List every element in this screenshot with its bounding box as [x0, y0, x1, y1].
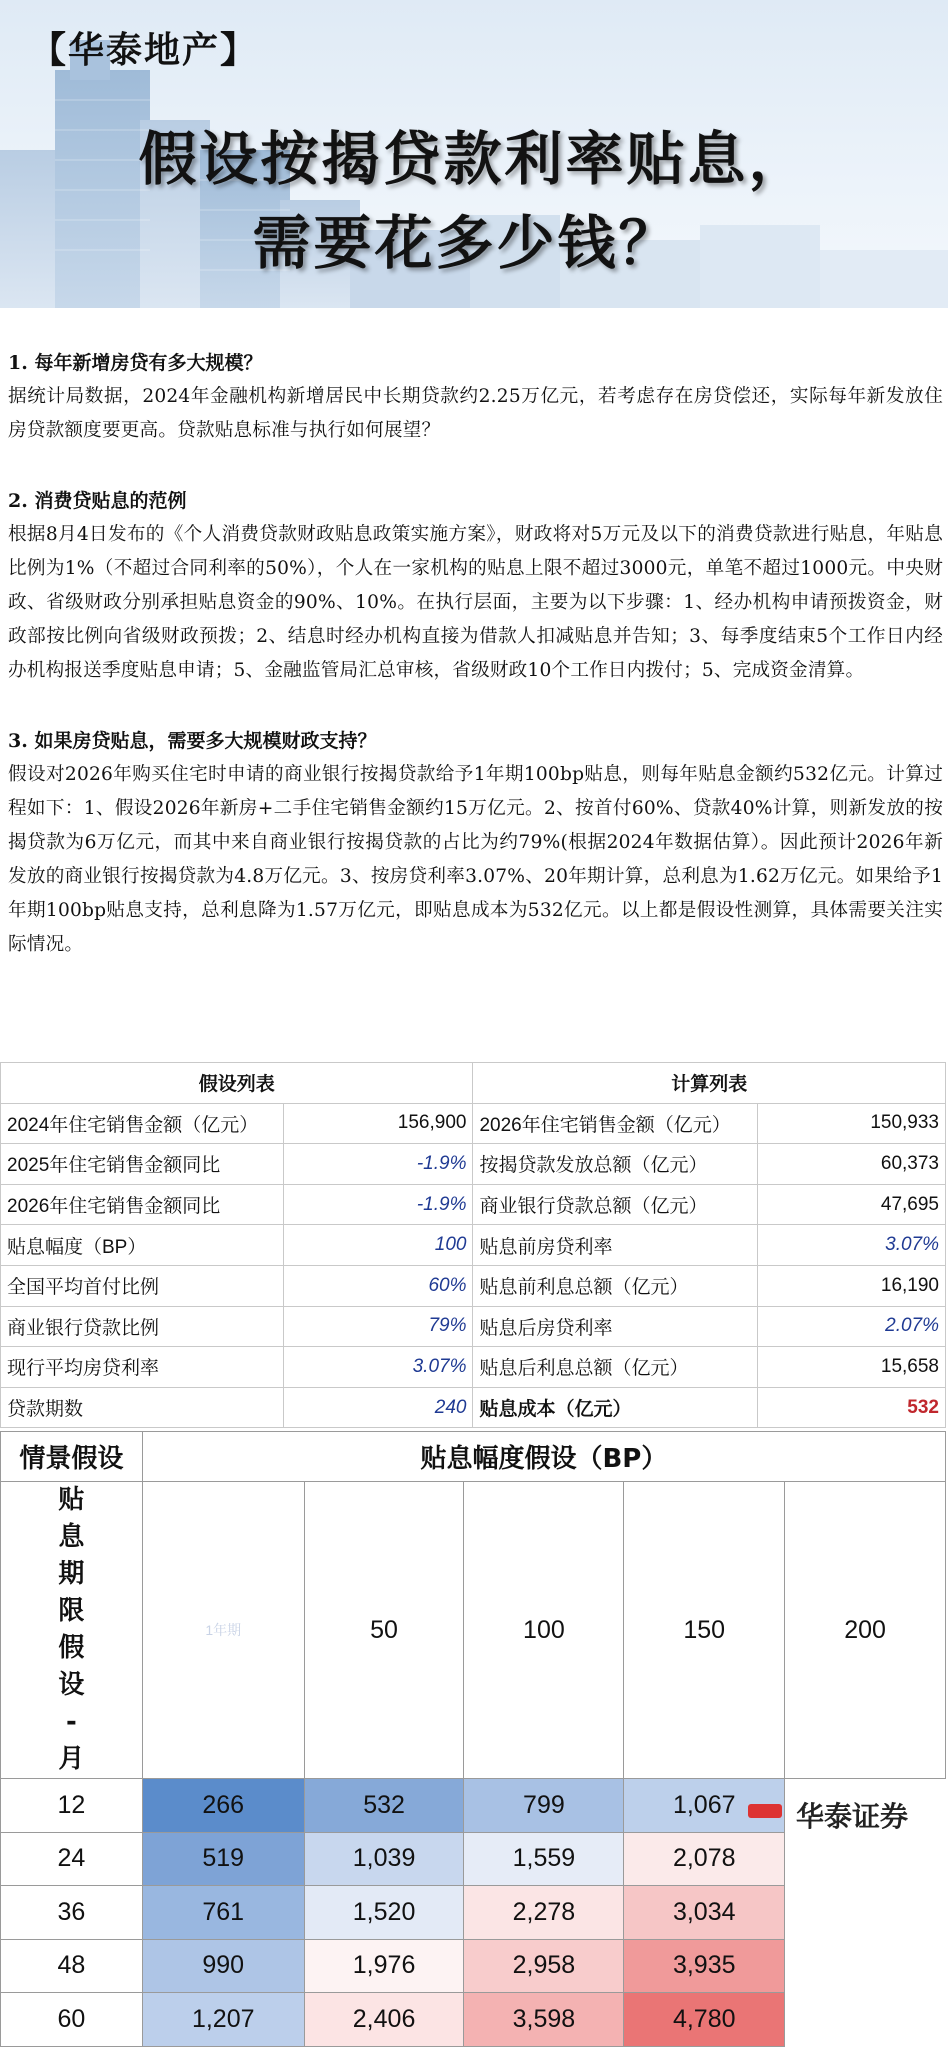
table-row — [1, 1347, 946, 1388]
corner-cell: 1年期 — [142, 1482, 304, 1779]
headline-line-2: 需要花多少钱？ — [252, 209, 680, 277]
brand-label: 【华泰地产】 — [30, 29, 259, 71]
calculation-label: 贴息成本（亿元） — [473, 1387, 758, 1428]
calculation-label: 2026年住宅销售金额（亿元） — [473, 1103, 758, 1144]
calculation-value: 150,933 — [758, 1103, 946, 1144]
scenario-corner-label: 情景假设 — [1, 1432, 143, 1482]
period-months-cell: 48 — [1, 1939, 143, 1993]
subsidy-cost-cell: 2,406 — [304, 1993, 464, 2047]
period-months-cell: 24 — [1, 1832, 143, 1886]
subsidy-cost-cell: 4,780 — [624, 1993, 785, 2047]
assumption-value: -1.9% — [283, 1184, 473, 1225]
period-label-char: 限 — [58, 1596, 85, 1626]
assumption-value: 3.07% — [283, 1347, 473, 1388]
subsidy-cost-cell: 519 — [142, 1832, 304, 1886]
section-paragraph: 根据8月4日发布的《个人消费贷款财政贴息政策实施方案》，财政将对5万元及以下的消费贷款进行贴息，年贴息比例为1%（不超过合同利率的50%），个人在一家机构的贴息上限不超过3000元，单笔不超过1000元。中央财政、省级财政分别承担贴息资金的90%、10%。在执行层面，主要为以下步骤：1、经办机构申请预拨资金，财政部按比例向省级财政预拨；2、结息时经办机构直接为借款人扣减贴息并告知；3、每季度结束5个工作日内经办机构报送季度贴息申请；5、金融监管局汇总审核，省级财政10个工作日内拨付；5、完成资金清算。 — [8, 524, 943, 681]
section-title: 2. 消费贷贴息的范例 — [8, 490, 187, 512]
subsidy-cost-cell: 1,067 — [624, 1779, 785, 1833]
subsidy-cost-cell: 761 — [142, 1886, 304, 1940]
assumption-calculation-table — [0, 1062, 946, 1428]
subsidy-cost-cell: 532 — [304, 1779, 464, 1833]
table-row — [1, 1387, 946, 1428]
assumption-label: 现行平均房贷利率 — [1, 1347, 284, 1388]
assumption-value: 60% — [283, 1265, 473, 1306]
subsidy-cost-cell: 990 — [142, 1939, 304, 1993]
table-row — [1, 1886, 946, 1940]
period-label-char: 息 — [58, 1522, 85, 1552]
table-row — [1, 1144, 946, 1185]
calculation-label: 贴息前利息总额（亿元） — [473, 1265, 758, 1306]
period-assumption-label — [1, 1482, 143, 1779]
period-months-cell: 60 — [1, 1993, 143, 2047]
period-label-char: 贴 — [58, 1485, 85, 1515]
period-months-cell: 36 — [1, 1886, 143, 1940]
period-label-char: 期 — [58, 1559, 85, 1589]
assumption-label: 全国平均首付比例 — [1, 1265, 284, 1306]
subsidy-cost-cell: 1,520 — [304, 1886, 464, 1940]
assumption-value: -1.9% — [283, 1144, 473, 1185]
bp-column-header: 200 — [785, 1482, 946, 1779]
assumption-list-header: 假设列表 — [1, 1063, 473, 1104]
subsidy-cost-cell: 266 — [142, 1779, 304, 1833]
calculation-label: 贴息后房贷利率 — [473, 1306, 758, 1347]
table-row — [1, 1184, 946, 1225]
subsidy-cost-cell: 3,935 — [624, 1939, 785, 1993]
assumption-label: 贴息幅度（BP） — [1, 1225, 284, 1266]
calculation-value: 16,190 — [758, 1265, 946, 1306]
calculation-value: 2.07% — [758, 1306, 946, 1347]
subsidy-cost-cell: 2,958 — [464, 1939, 624, 1993]
calculation-value: 15,658 — [758, 1347, 946, 1388]
bp-assumption-header: 贴息幅度假设（BP） — [142, 1432, 945, 1482]
calculation-value: 3.07% — [758, 1225, 946, 1266]
section-paragraph: 假设对2026年购买住宅时申请的商业银行按揭贷款给予1年期100bp贴息，则每年贴息金额约532亿元。计算过程如下：1、假设2026年新房+二手住宅销售金额约15万亿元。2、按首付60%、贷款40%计算，则新发放的按揭贷款为6万亿元，而其中来自商业银行按揭贷款的占比为约79%(根据2024年数据估算）。因此预计2026年新发放的商业银行按揭贷款为4.8万亿元。3、按房贷利率3.07%、20年期计算，总利息为1.62万亿元。如果给予1年期100bp贴息支持，总利息降为1.57万亿元，即贴息成本为532亿元。以上都是假设性测算，具体需要关注实际情况。 — [8, 764, 943, 955]
subsidy-cost-cell: 1,559 — [464, 1832, 624, 1886]
calculation-value: 532 — [758, 1387, 946, 1428]
subsidy-cost-cell: 1,976 — [304, 1939, 464, 1993]
bp-column-header: 50 — [304, 1482, 464, 1779]
assumption-value: 100 — [283, 1225, 473, 1266]
period-label-char: - — [66, 1707, 77, 1737]
period-label-char: 假 — [58, 1633, 85, 1663]
calculation-label: 贴息前房贷利率 — [473, 1225, 758, 1266]
scenario-table — [0, 1431, 946, 2047]
logo-icon — [748, 1804, 782, 1818]
subsidy-cost-cell: 3,034 — [624, 1886, 785, 1940]
table-row — [1, 1993, 946, 2047]
calculation-value: 47,695 — [758, 1184, 946, 1225]
subsidy-cost-cell: 1,207 — [142, 1993, 304, 2047]
assumption-label: 2024年住宅销售金额（亿元） — [1, 1103, 284, 1144]
subsidy-cost-cell: 3,598 — [464, 1993, 624, 2047]
calculation-label: 贴息后利息总额（亿元） — [473, 1347, 758, 1388]
period-label-char: 设 — [58, 1670, 85, 1700]
headline-line-1: 假设按揭贷款利率贴息， — [138, 125, 810, 193]
section-paragraph: 据统计局数据，2024年金融机构新增居民中长期贷款约2.25万亿元，若考虑存在房贷偿还，实际每年新发放住房贷款额度要更高。贷款贴息标准与执行如何展望？ — [8, 386, 943, 441]
assumption-label: 2025年住宅销售金额同比 — [1, 1144, 284, 1185]
table-row — [1, 1306, 946, 1347]
assumption-label: 2026年住宅销售金额同比 — [1, 1184, 284, 1225]
article-body — [8, 346, 943, 962]
subsidy-cost-cell: 2,278 — [464, 1886, 624, 1940]
assumption-value: 156,900 — [283, 1103, 473, 1144]
assumption-label: 商业银行贷款比例 — [1, 1306, 284, 1347]
calculation-list-header: 计算列表 — [473, 1063, 946, 1104]
subsidy-cost-cell: 2,078 — [624, 1832, 785, 1886]
footer-logo — [748, 1800, 948, 1833]
table-row — [1, 1265, 946, 1306]
assumption-label: 贷款期数 — [1, 1387, 284, 1428]
section-title: 1. 每年新增房贷有多大规模？ — [8, 352, 263, 374]
table-row — [1, 1103, 946, 1144]
footer-logo-text: 华泰证券 — [796, 1800, 909, 1833]
bp-column-header: 100 — [464, 1482, 624, 1779]
table-row — [1, 1225, 946, 1266]
table-row — [1, 1832, 946, 1886]
subsidy-cost-cell: 799 — [464, 1779, 624, 1833]
period-months-cell: 12 — [1, 1779, 143, 1833]
calculation-value: 60,373 — [758, 1144, 946, 1185]
calculation-label: 商业银行贷款总额（亿元） — [473, 1184, 758, 1225]
header-banner — [0, 0, 948, 308]
assumption-value: 240 — [283, 1387, 473, 1428]
assumption-value: 79% — [283, 1306, 473, 1347]
subsidy-cost-cell: 1,039 — [304, 1832, 464, 1886]
table-row — [1, 1939, 946, 1993]
calculation-label: 按揭贷款发放总额（亿元） — [473, 1144, 758, 1185]
section-title: 3. 如果房贷贴息，需要多大规模财政支持？ — [8, 730, 377, 752]
bp-column-header: 150 — [624, 1482, 785, 1779]
period-label-char: 月 — [58, 1744, 85, 1774]
